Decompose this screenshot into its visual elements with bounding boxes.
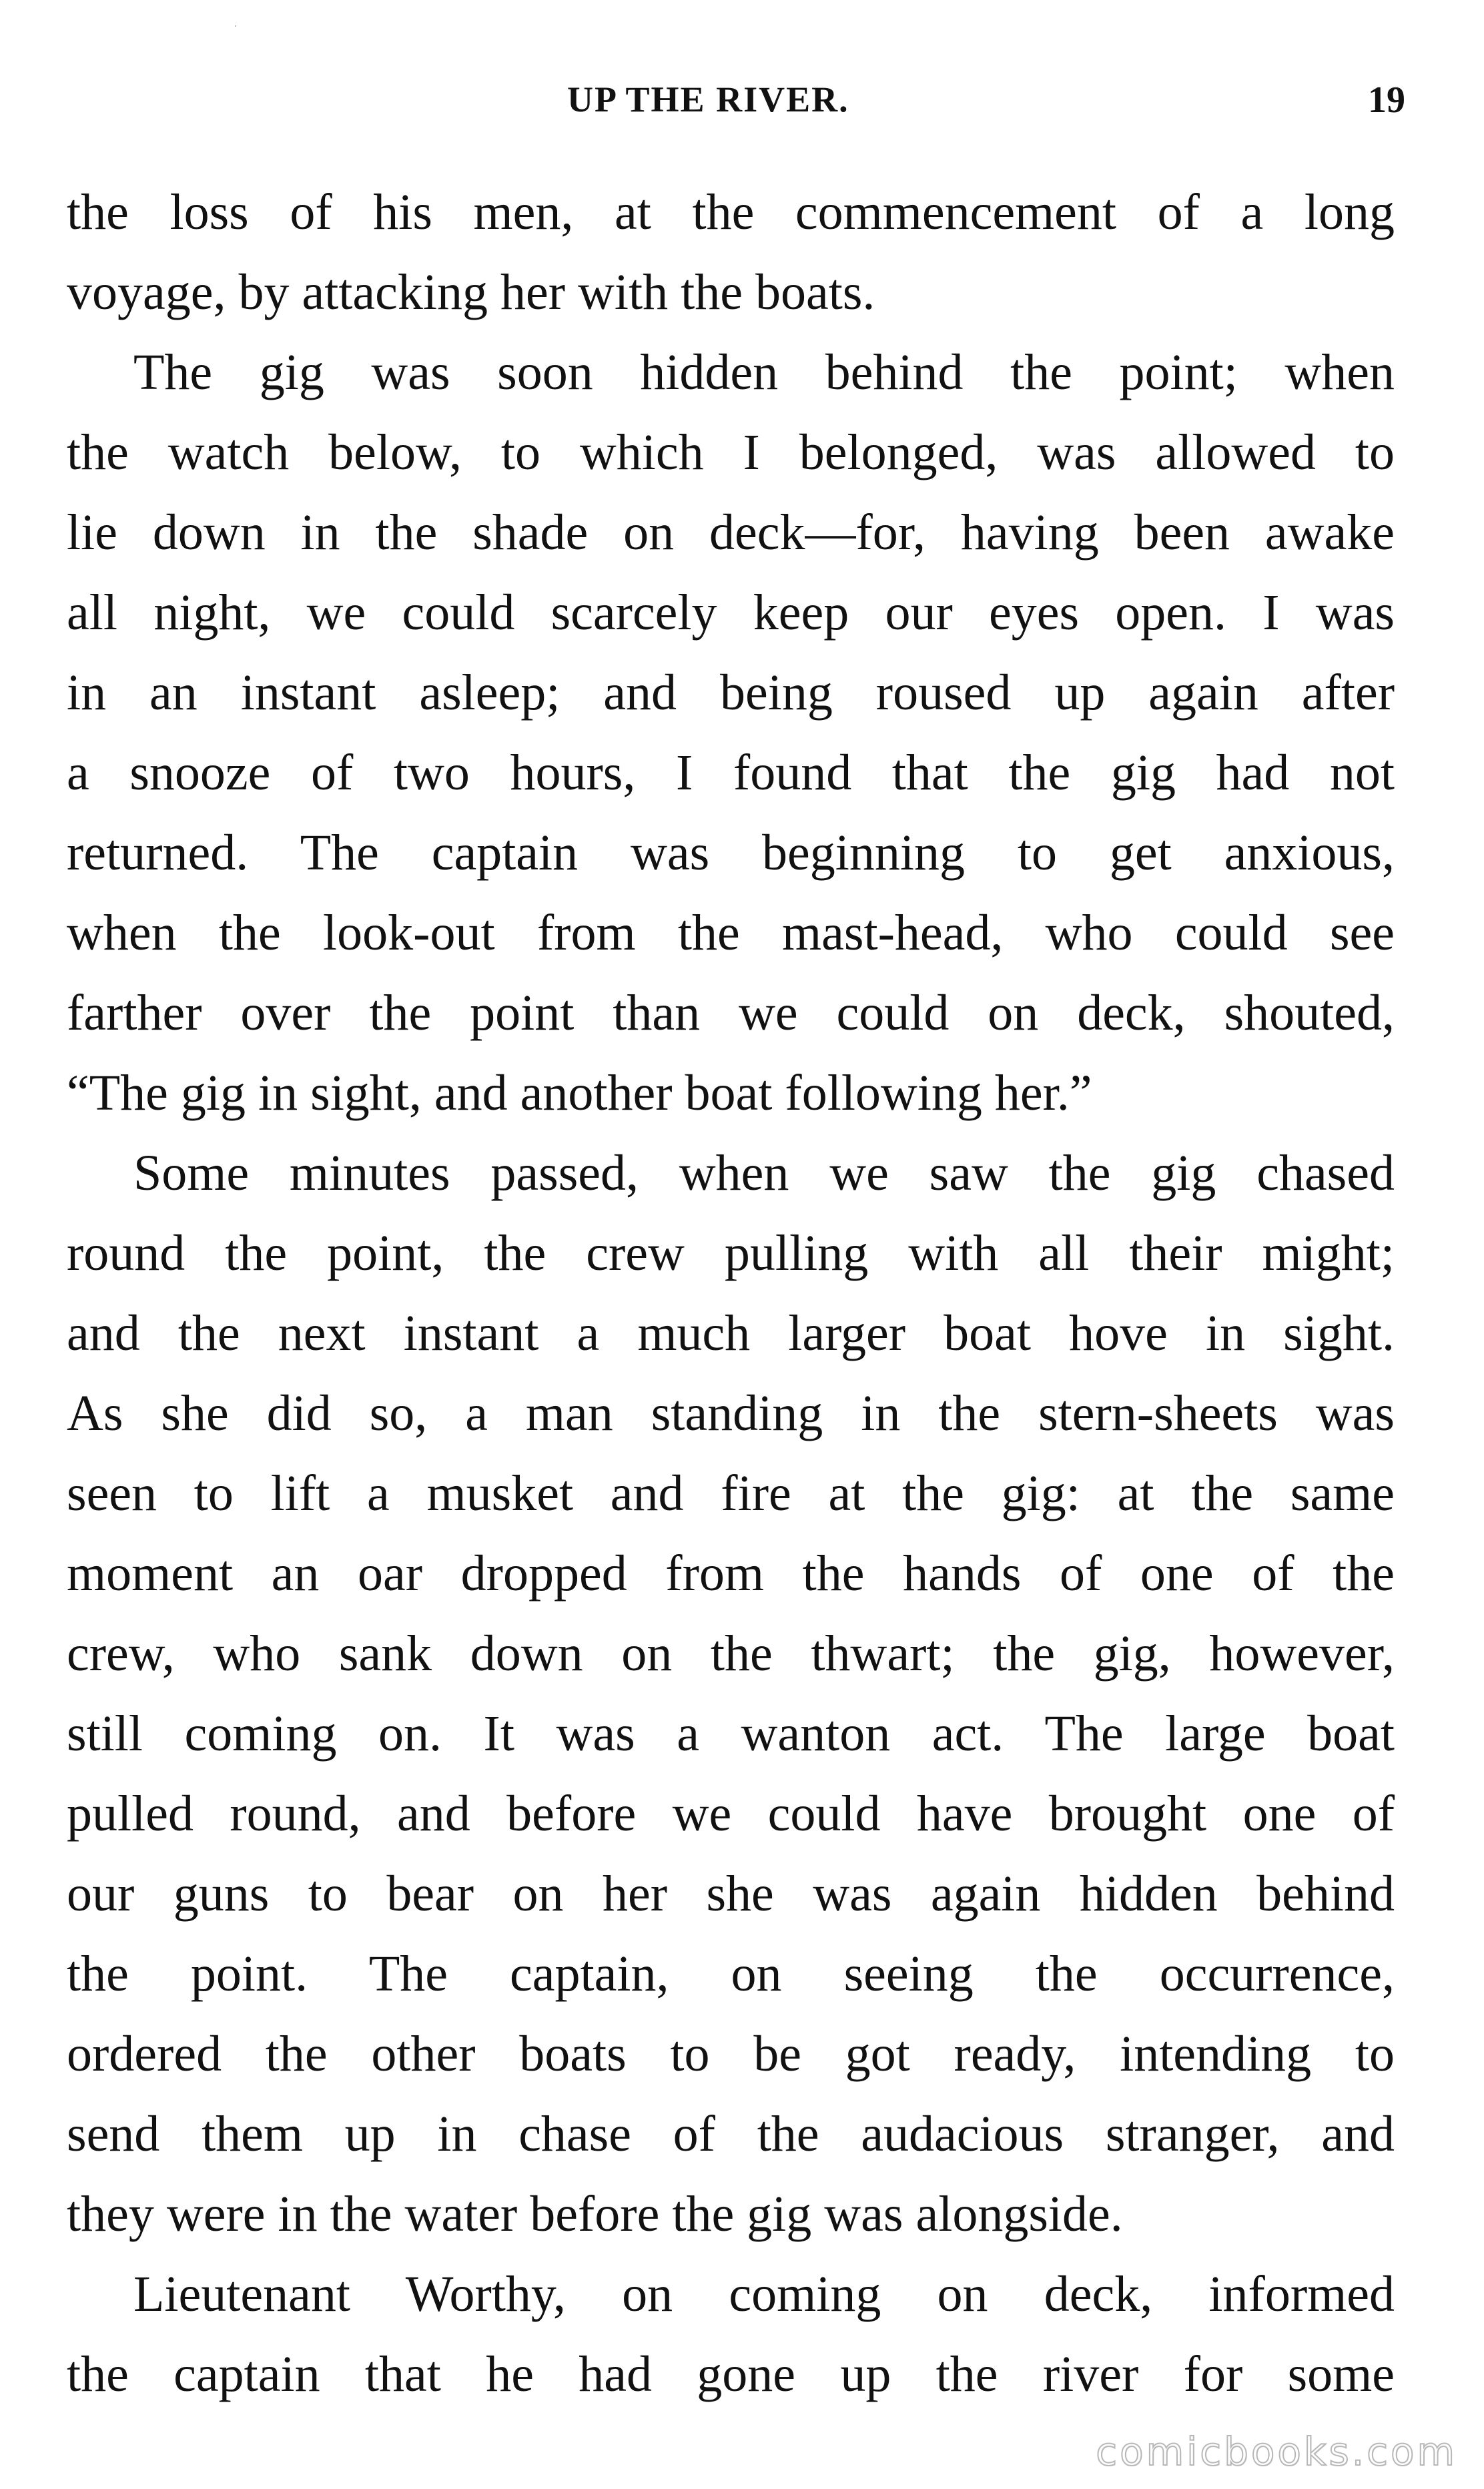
text-line: voyage, by attacking her with the boats. [67, 264, 875, 320]
text-line: round the point, the crew pulling with all their might; [67, 1225, 1395, 1281]
page-speck [235, 25, 236, 27]
text-line: the point. The captain, on seeing the occurrence, [67, 1946, 1395, 2002]
text-line: the loss of his men, at the commencement of a long [67, 184, 1395, 240]
watermark: comicbooks.com [1096, 2429, 1457, 2474]
running-header [0, 79, 1484, 125]
text-line: still coming on. It was a wanton act. The large boat [67, 1706, 1395, 1762]
text-line: “The gig in sight, and another boat following her.” [67, 1065, 1092, 1121]
text-line: lie down in the shade on deck—for, having been awake [67, 504, 1395, 561]
text-line: send them up in chase of the audacious stranger, and [67, 2106, 1395, 2162]
text-line: returned. The captain was beginning to get anxious, [67, 825, 1395, 881]
text-line: ordered the other boats to be got ready, intending to [67, 2026, 1395, 2082]
text-line: our guns to bear on her she was again hidden behind [67, 1866, 1395, 1922]
text-line: in an instant asleep; and being roused up again after [67, 665, 1395, 721]
text-line: they were in the water before the gig was alongside. [67, 2186, 1123, 2242]
text-line: all night, we could scarcely keep our eyes open. I was [67, 585, 1395, 641]
text-line: the captain that he had gone up the river for some [67, 2346, 1395, 2402]
text-line: farther over the point than we could on deck, shouted, [67, 985, 1395, 1041]
text-line: As she did so, a man standing in the stern-sheets was [67, 1385, 1395, 1441]
text-line: moment an oar dropped from the hands of one of the [67, 1545, 1395, 1602]
paragraph-first-line: The gig was soon hidden behind the point; when [133, 344, 1395, 400]
text-line: pulled round, and before we could have brought one of [67, 1786, 1395, 1842]
running-title: UP THE RIVER. [567, 79, 849, 119]
paragraph-first-line: Lieutenant Worthy, on coming on deck, informed [133, 2266, 1395, 2322]
text-line: seen to lift a musket and fire at the gig: at the same [67, 1465, 1395, 1521]
text-line: crew, who sank down on the thwart; the gig, however, [67, 1626, 1395, 1682]
paragraph-first-line: Some minutes passed, when we saw the gig chased [133, 1145, 1395, 1201]
body-text [67, 172, 1395, 2414]
page-number: 19 [1368, 79, 1405, 121]
text-line: and the next instant a much larger boat hove in sight. [67, 1305, 1395, 1361]
text-line: when the look-out from the mast-head, who could see [67, 905, 1395, 961]
text-line: a snooze of two hours, I found that the gig had not [67, 745, 1395, 801]
text-line: the watch below, to which I belonged, was allowed to [67, 424, 1395, 480]
